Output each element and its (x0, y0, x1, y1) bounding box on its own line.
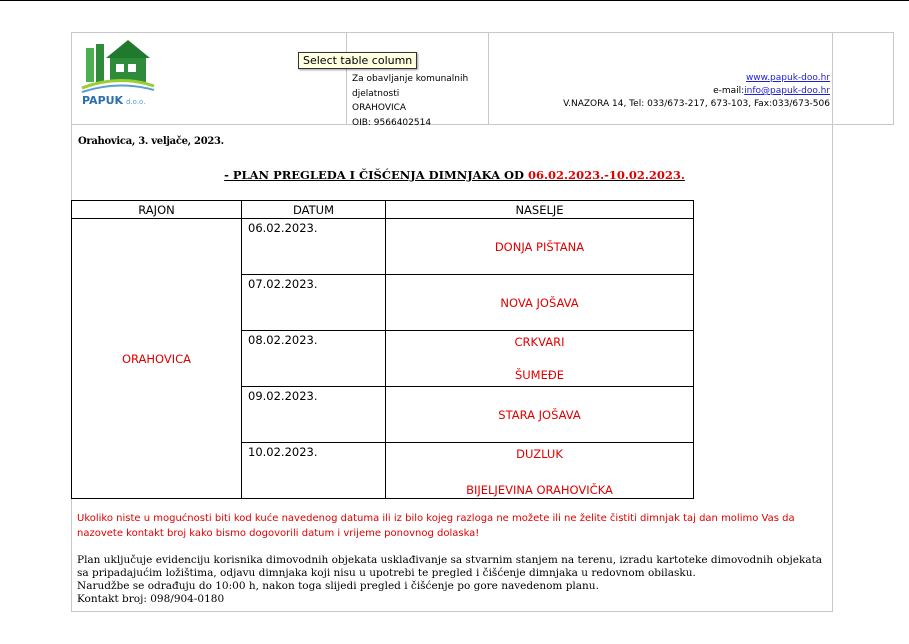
date-cell[interactable]: 06.02.2023. (242, 219, 386, 275)
place-name: CRKVARI (514, 335, 565, 349)
place-cell[interactable]: NOVA JOŠAVA (386, 275, 694, 331)
gridline (71, 124, 894, 125)
logo-sub: d.o.o. (126, 98, 146, 106)
plan-description (77, 554, 837, 606)
contact-number: Kontakt broj: 098/904-0180 (77, 593, 225, 605)
gridline (71, 32, 894, 33)
top-border (0, 0, 909, 1)
email-label: e-mail: (713, 86, 745, 96)
contact-info (563, 72, 830, 111)
place-cell[interactable]: DONJA PIŠTANA (386, 219, 694, 275)
place-cell[interactable] (386, 443, 694, 499)
website-link[interactable]: www.papuk-doo.hr (745, 73, 830, 83)
gridline (893, 32, 894, 124)
date-cell[interactable]: 07.02.2023. (242, 275, 386, 331)
company-line: Za obavljanje komunalnih (352, 74, 469, 84)
logo-text: PAPUK (82, 94, 124, 106)
rajon-cell[interactable]: ORAHOVICA (72, 219, 242, 499)
table-row (72, 219, 694, 275)
address-line: V.NAZORA 14, Tel: 033/673-217, 673-103, Fax:033/673-506 (563, 99, 830, 109)
header-datum[interactable]: DATUM (242, 201, 386, 219)
paragraph-line: Narudžbe se odrađuju do 10:00 h, nakon toga slijedi pregled i čišćenje po gore navedenom planu. (77, 580, 599, 592)
table-header-row (72, 201, 694, 219)
title-range: 06.02.2023.-10.02.2023. (528, 168, 685, 182)
paragraph-line: Plan uključuje evidenciju korisnika dimovodnih objekata usklađivanje sa stvarnim stanjem na terenu, izradu kartoteke dimovodnih objekata sa pripadajućim ložištima, odjavu dimnjaka koji nisu u upotrebi te pregled i čišćenje dimnjaka u redovnom obilasku. (77, 554, 823, 579)
company-oib: OIB: 9566402514 (352, 117, 432, 128)
title-prefix: - PLAN PREGLEDA I ČIŠĆENJA DIMNJAKA OD (224, 168, 529, 182)
company-info (352, 72, 468, 130)
header-rajon[interactable]: RAJON (72, 201, 242, 219)
header-naselje[interactable]: NASELJE (386, 201, 694, 219)
place-name: BIJELJEVINA ORAHOVIČKA (466, 482, 613, 497)
gridline (488, 32, 489, 124)
tooltip: Select table column (298, 52, 417, 69)
gridline (346, 32, 347, 124)
page-title (0, 168, 909, 182)
schedule-table (71, 200, 694, 499)
email-link[interactable]: info@papuk-doo.hr (744, 86, 830, 96)
place-name: DUZLUK (516, 446, 563, 461)
place-cell[interactable]: STARA JOŠAVA (386, 387, 694, 443)
company-logo (80, 34, 156, 106)
company-line: ORAHOVICA (352, 103, 407, 113)
gridline (71, 611, 833, 612)
date-cell[interactable]: 10.02.2023. (242, 443, 386, 499)
date-cell[interactable]: 08.02.2023. (242, 331, 386, 387)
notice-text: Ukoliko niste u mogućnosti biti kod kuće navedenog datuma ili iz bilo kojeg razloga ne možete ili ne želite čistiti dimnjak taj dan molimo Vas da nazovete kontakt broj kako bismo dogovorili datum i vrijeme ponovnog dolaska! (77, 513, 795, 539)
place-name: ŠUMEĐE (514, 368, 565, 382)
place-cell[interactable] (386, 331, 694, 387)
date-cell[interactable]: 09.02.2023. (242, 387, 386, 443)
date-line: Orahovica, 3. veljače, 2023. (78, 136, 224, 147)
company-line: djelatnosti (352, 88, 400, 99)
